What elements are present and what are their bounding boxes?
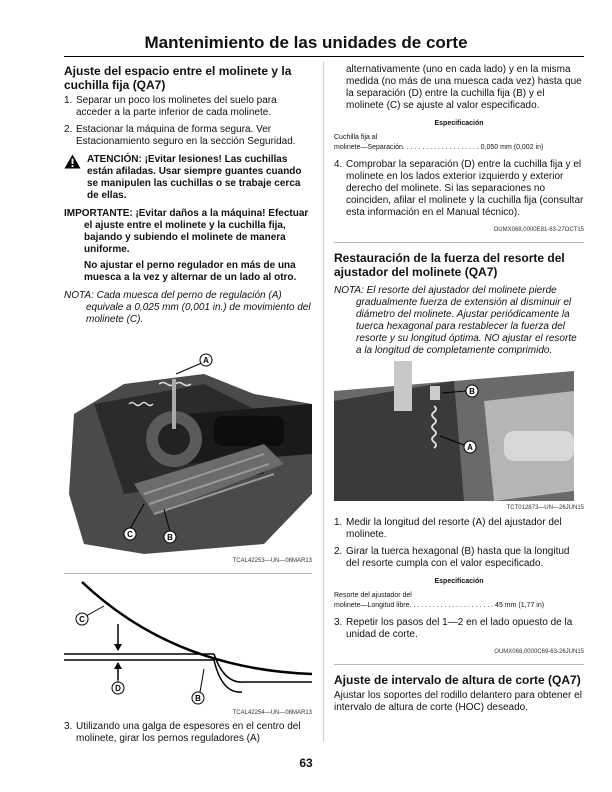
important-notice-2: No ajustar el perno regulador en más de una muesca a la vez y alternar de un lado al otro. bbox=[84, 260, 297, 283]
list-item: 1. Separar un poco los molinetes del suelo para acceder a la parte inferior de cada molinete. bbox=[64, 95, 277, 118]
section-heading-reel-gap: Ajuste del espacio entre el molinete y la cuchilla fija (QA7) bbox=[64, 64, 292, 92]
steps-list bbox=[334, 159, 584, 219]
spec-line: molinete—Longitud libre. . . . . . . . . . . . . . . . . . . . . . 45 mm (1,77 in) bbox=[334, 602, 545, 609]
title-divider bbox=[64, 56, 584, 57]
callout-a: A bbox=[203, 356, 209, 365]
callout-c: C bbox=[127, 530, 133, 539]
spec-line: Cuchilla fija al bbox=[334, 134, 378, 141]
spec-heading: Especificación bbox=[434, 120, 484, 127]
reference-code: OUMX068,0000C69-63-26JUN15 bbox=[494, 649, 584, 655]
steps-list bbox=[64, 721, 312, 745]
warning-text: ATENCIÓN: ¡Evitar lesiones! Las cuchillas están afiladas. Usar siempre guantes cuando se manipulen las cuchillas o se trabaje cerca de ellas. bbox=[87, 154, 302, 201]
important-notice: IMPORTANTE: ¡Evitar daños a la máquina! Efectuar el ajuste entre el molinete y la cuchilla fija, bajando y subiendo el molinete de manera uniforme. bbox=[64, 208, 309, 255]
photo-caption: TCAL42253—UN—08MAR13 bbox=[232, 558, 312, 564]
list-item: 1. Medir la longitud del resorte (A) del ajustador del molinete. bbox=[334, 517, 562, 540]
section-divider bbox=[334, 242, 584, 243]
continued-text: alternativamente (uno en cada lado) y en la misma medida (no más de una muesca cada vez) hasta que la separación (D) entre la cuchilla fija (B) y el molinete (C) se ajuste al valor especificado. bbox=[346, 64, 582, 111]
callout-b: B bbox=[469, 387, 475, 396]
callout-d: D bbox=[115, 684, 121, 693]
warning-triangle-icon bbox=[64, 154, 81, 169]
list-item: 2. Girar la tuerca hexagonal (B) hasta que la longitud del resorte cumpla con el valor especificado. bbox=[334, 546, 570, 569]
spec-line: molinete—Separación. . . . . . . . . . . . . . . . . . . . 0,050 mm (0,002 in) bbox=[334, 144, 544, 151]
callout-b: B bbox=[195, 694, 201, 703]
left-column bbox=[64, 64, 312, 750]
list-item: 2. Estacionar la máquina de forma segura. Ver Estacionamiento seguro en la sección Seguridad. bbox=[64, 124, 296, 147]
reel-gap-diagram bbox=[64, 573, 312, 706]
reel-adjuster-photo bbox=[64, 344, 312, 554]
callout-c: C bbox=[79, 615, 85, 624]
steps-list bbox=[334, 617, 584, 641]
spring-adjuster-photo bbox=[334, 361, 574, 501]
section-divider bbox=[334, 664, 584, 665]
section-heading-hoc: Ajuste de intervalo de altura de corte (QA7) bbox=[334, 673, 581, 687]
reference-code: OUMX068,0000E81-63-27OCT15 bbox=[493, 227, 584, 233]
page-title: Mantenimiento de las unidades de corte bbox=[144, 33, 468, 52]
photo-caption: TCT012873—UN—26JUN15 bbox=[506, 505, 584, 511]
safety-warning bbox=[64, 154, 312, 202]
paragraph: Ajustar los soportes del rodillo delantero para obtener el intervalo de altura de corte (HOC) deseado. bbox=[334, 690, 582, 713]
right-column bbox=[334, 64, 584, 714]
photo-caption: TCAL42254—UN—08MAR13 bbox=[232, 710, 312, 716]
steps-list bbox=[64, 95, 312, 148]
note: NOTA: El resorte del ajustador del molinete pierde gradualmente fuerza de extensión al disminuir el diámetro del molinete. Ajustar periódicamente la tuerca hexagonal para restablecer la fuerza del resorte y su longitud óptima. NO ajustar el resorte a la longitud de completamente comprimido. bbox=[334, 285, 577, 356]
list-item: 3. Utilizando una galga de espesores en el centro del molinete, girar los pernos reguladores (A) bbox=[64, 721, 301, 744]
callout-b: B bbox=[167, 533, 173, 542]
note: NOTA: Cada muesca del perno de regulación (A) equivale a 0,025 mm (0,001 in.) de movimiento del molinete (C). bbox=[64, 290, 311, 325]
section-heading-spring: Restauración de la fuerza del resorte del ajustador del molinete (QA7) bbox=[334, 251, 565, 279]
spec-line: Resorte del ajustador del bbox=[334, 592, 412, 599]
callout-a: A bbox=[467, 443, 473, 452]
steps-list bbox=[334, 517, 584, 570]
list-item: 3. Repetir los pasos del 1—2 en el lado opuesto de la unidad de corte. bbox=[334, 617, 573, 640]
page-number: 63 bbox=[299, 756, 313, 770]
list-item: 4. Comprobar la separación (D) entre la cuchilla fija y el molinete en los lados exterior izquierdo y exterior derecho del molinete. Si las separaciones no coinciden, afilar el molinete y la cuchilla fija (consultar esta información en el Manual técnico). bbox=[334, 159, 584, 218]
spec-heading: Especificación bbox=[434, 578, 484, 585]
column-divider bbox=[323, 62, 324, 742]
